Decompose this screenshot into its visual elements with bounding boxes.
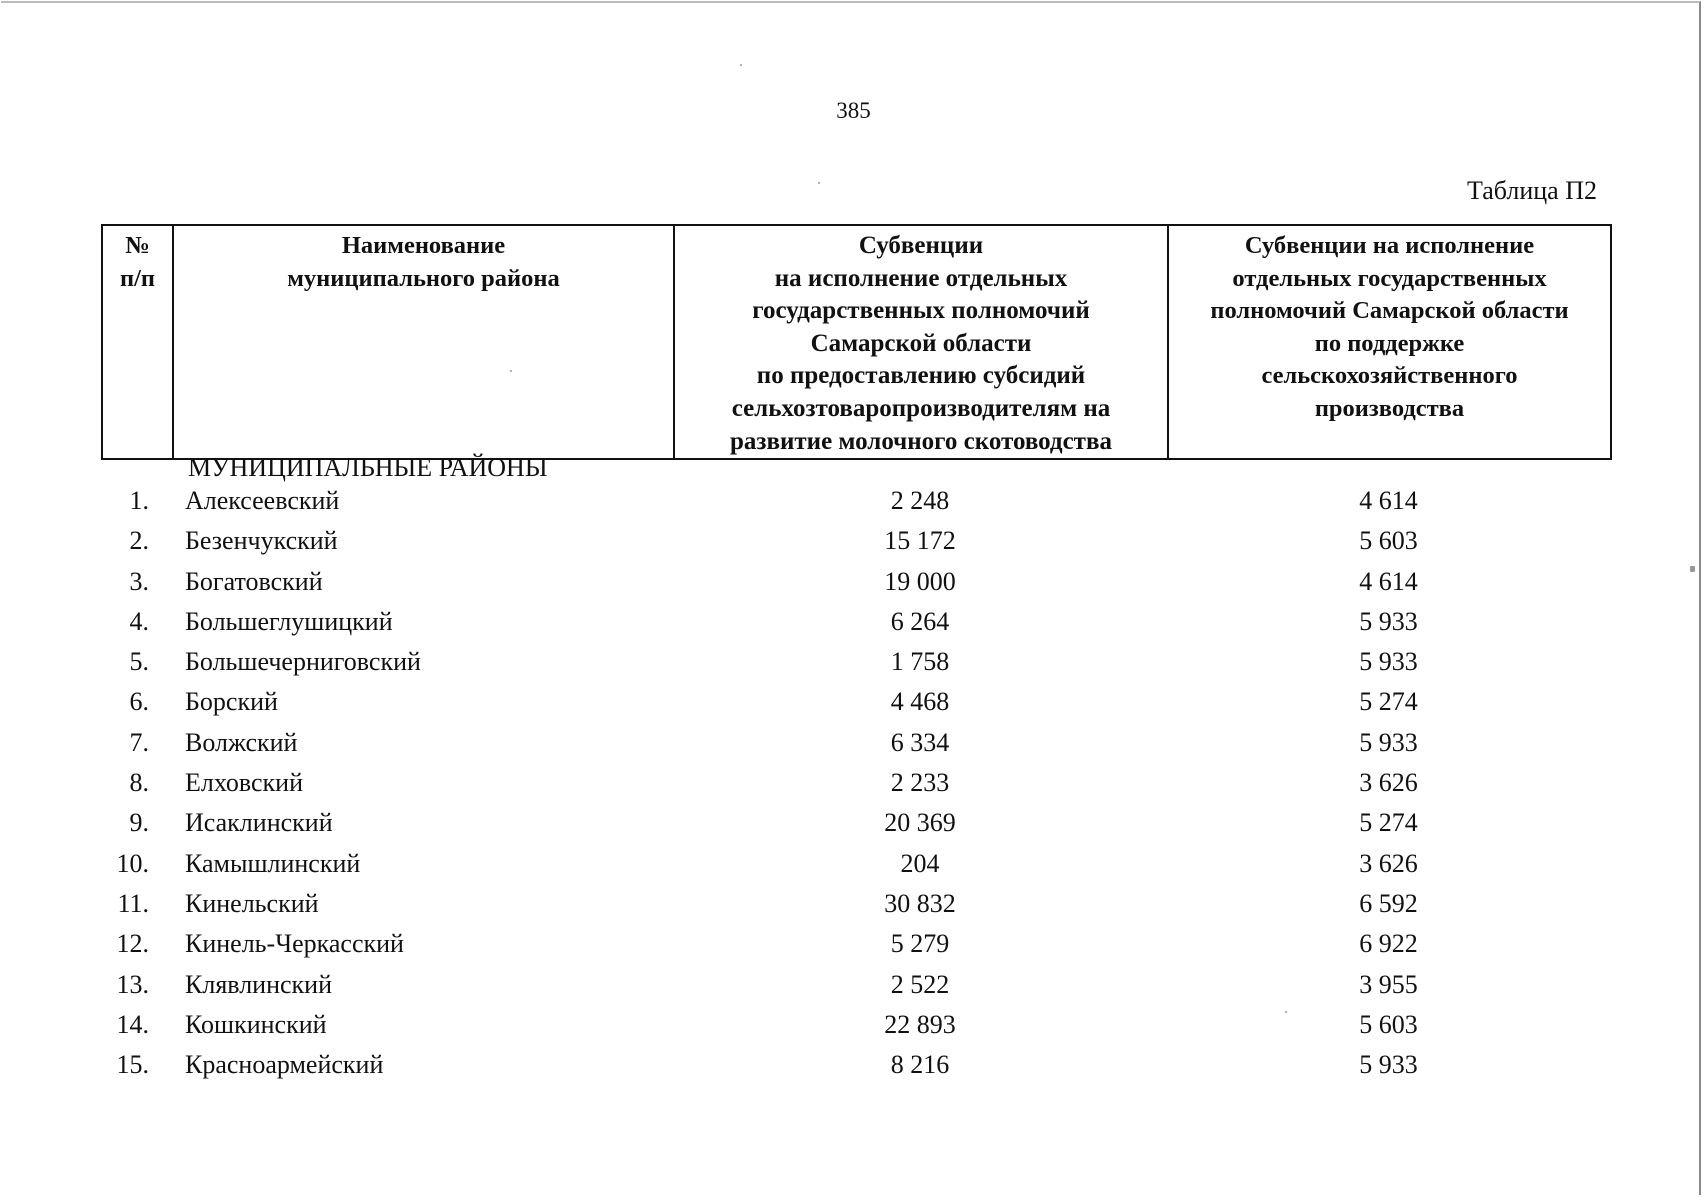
milk-subvention-value: 6 334 <box>890 727 950 757</box>
milk-subvention-value: 2 248 <box>890 486 950 515</box>
agri-subvention-value: 5 933 <box>1359 647 1418 677</box>
header-subvention-agri: Субвенции на исполнение отдельных государственных полномочий Самарской области по поддержке сельскохозяйственного производства <box>1168 225 1611 459</box>
district-name: Борский <box>185 687 278 717</box>
milk-subvention-value: 8 216 <box>890 1050 950 1080</box>
header-number: № п/п <box>102 225 173 459</box>
table-row <box>101 685 1610 725</box>
page-number: 385 <box>836 98 871 123</box>
row-number: 5. <box>129 647 149 677</box>
row-number: 14. <box>116 1009 149 1039</box>
milk-subvention-value: 4 468 <box>890 687 950 717</box>
table-row <box>101 484 1610 524</box>
district-name: Камышлинский <box>185 848 361 878</box>
row-number: 3. <box>129 566 149 596</box>
table-row <box>101 1008 1610 1048</box>
district-name: Волжский <box>185 727 298 757</box>
district-name: Елховский <box>185 768 303 798</box>
scan-speck <box>1690 566 1695 572</box>
agri-subvention-value: 4 614 <box>1359 566 1418 596</box>
table-row <box>101 524 1610 564</box>
row-number: 4. <box>129 606 149 636</box>
header-subvention-milk: Субвенции на исполнение отдельных государственных полномочий Самарской области по предоставлению субсидий сельхозтоваропроизводителям на развитие молочного скотоводства <box>674 225 1168 459</box>
district-name: Клявлинский <box>185 969 333 999</box>
row-number: 7. <box>129 727 149 757</box>
agri-subvention-value: 6 922 <box>1359 929 1418 959</box>
table-row <box>101 927 1610 967</box>
district-name: Богатовский <box>185 566 323 596</box>
table-body <box>101 484 1610 1088</box>
table-row <box>101 968 1610 1008</box>
row-number: 10. <box>116 848 149 878</box>
milk-subvention-value: 19 000 <box>884 566 956 596</box>
milk-subvention-value: 204 <box>900 848 940 878</box>
table-row <box>101 605 1610 645</box>
section-title: МУНИЦИПАЛЬНЫЕ РАЙОНЫ <box>188 453 548 482</box>
row-number: 12. <box>116 929 149 959</box>
agri-subvention-value: 6 592 <box>1359 888 1418 918</box>
agri-subvention-value: 3 955 <box>1359 969 1418 999</box>
district-name: Кинельский <box>185 888 319 918</box>
milk-subvention-value: 2 233 <box>890 768 950 798</box>
scan-speck <box>740 64 742 66</box>
agri-subvention-value: 3 626 <box>1359 768 1418 798</box>
row-number: 15. <box>116 1050 149 1080</box>
scan-speck <box>510 370 512 372</box>
district-name: Алексеевский <box>185 486 340 515</box>
milk-subvention-value: 6 264 <box>890 606 950 636</box>
milk-subvention-value: 2 522 <box>890 969 950 999</box>
row-number: 8. <box>129 768 149 798</box>
agri-subvention-value: 5 274 <box>1359 808 1418 838</box>
milk-subvention-value: 30 832 <box>884 888 956 918</box>
milk-subvention-value: 15 172 <box>884 526 956 556</box>
table-row <box>101 766 1610 806</box>
table-row <box>101 565 1610 605</box>
scan-speck <box>1285 1011 1287 1013</box>
milk-subvention-value: 5 279 <box>890 929 950 959</box>
milk-subvention-value: 22 893 <box>884 1009 956 1039</box>
district-name: Большечерниговский <box>185 647 421 677</box>
milk-subvention-value: 20 369 <box>884 808 956 838</box>
table-row <box>101 726 1610 766</box>
header-district-name: Наименование муниципального района <box>173 225 674 459</box>
row-number: 6. <box>129 687 149 717</box>
agri-subvention-value: 5 933 <box>1359 1050 1418 1080</box>
table-row <box>101 806 1610 846</box>
milk-subvention-value: 1 758 <box>890 647 950 677</box>
row-number: 11. <box>117 888 149 918</box>
row-number: 1. <box>129 486 149 515</box>
district-name: Кошкинский <box>185 1009 327 1039</box>
table-row <box>101 887 1610 927</box>
agri-subvention-value: 5 274 <box>1359 687 1418 717</box>
table-row <box>101 847 1610 887</box>
agri-subvention-value: 4 614 <box>1359 486 1418 515</box>
agri-subvention-value: 5 603 <box>1359 1009 1418 1039</box>
district-name: Кинель-Черкасский <box>185 929 404 959</box>
scan-speck <box>818 182 820 184</box>
row-number: 9. <box>129 808 149 838</box>
district-name: Исаклинский <box>185 808 333 838</box>
table-row <box>101 645 1610 685</box>
agri-subvention-value: 5 933 <box>1359 727 1418 757</box>
table-caption: Таблица П2 <box>1467 176 1597 205</box>
row-number: 13. <box>116 969 149 999</box>
agri-subvention-value: 3 626 <box>1359 848 1418 878</box>
table-row <box>101 1048 1610 1088</box>
district-name: Большеглушицкий <box>185 606 393 636</box>
row-number: 2. <box>129 526 149 556</box>
district-name: Безенчукский <box>185 526 338 556</box>
agri-subvention-value: 5 603 <box>1359 526 1418 556</box>
agri-subvention-value: 5 933 <box>1359 606 1418 636</box>
district-name: Красноармейский <box>185 1050 384 1080</box>
table-header <box>101 224 1612 460</box>
